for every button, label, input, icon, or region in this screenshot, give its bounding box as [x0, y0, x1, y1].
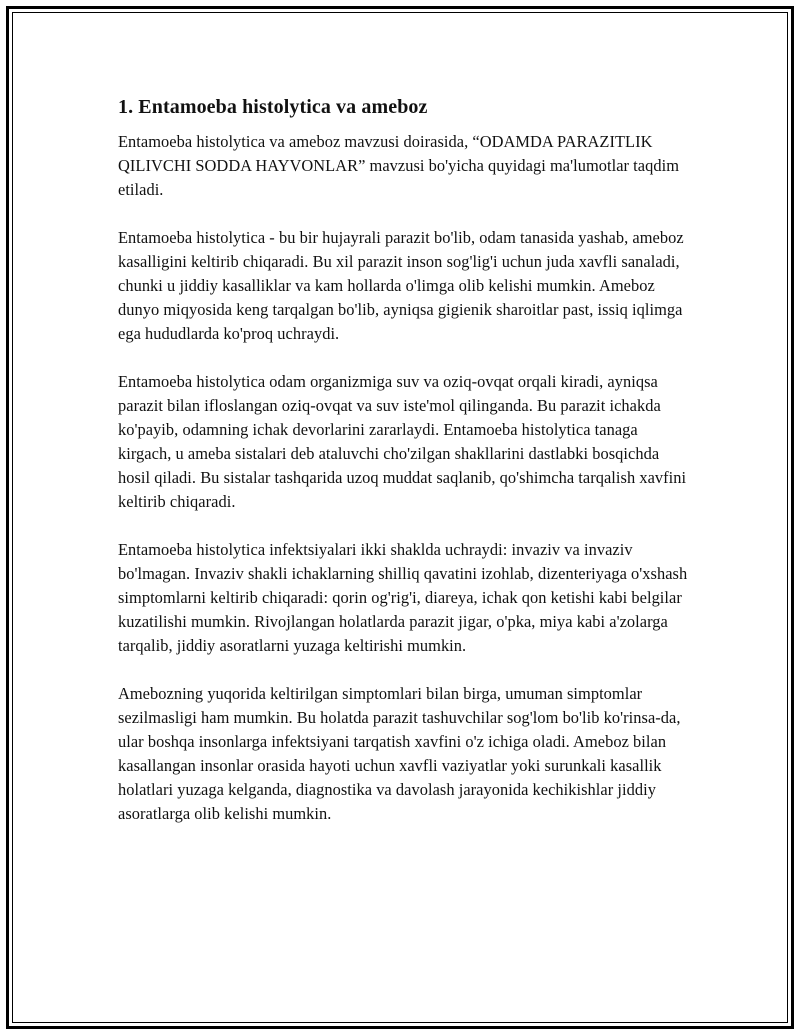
paragraph-intro: Entamoeba histolytica va ameboz mavzusi doirasida, “ODAMDA PARAZITLIK QILIVCHI SODDA HAYVONLAR” mavzusi bo'yicha quyidagi ma'lumotlar taqdim etiladi.	[118, 132, 679, 199]
paragraph-symptoms: Amebozning yuqorida keltirilgan simptomlari bilan birga, umuman simptomlar sezilmasligi ham mumkin. Bu holatda parazit tashuvchilar sog'lom bo'lib ko'rinsa-da, ular boshqa insonlarga infektsiyani tarqatish xavfini o'z ichiga oladi. Ameboz bilan kasallangan insonlar orasida hayoti uchun xavfli vaziyatlar yoki surunkali kasallik holatlari yuzaga kelganda, diagnostika va davolash jarayonida kechikishlar jiddiy asoratlarga olib kelishi mumkin.	[118, 684, 681, 823]
paragraph-forms: Entamoeba histolytica infektsiyalari ikki shaklda uchraydi: invaziv va invaziv bo'lmagan. Invaziv shakli ichaklarning shilliq qavatini izohlab, dizenteriyaga o'xshash simptomlarni keltirib chiqaradi: qorin og'rig'i, diareya, ichak qon ketishi kabi belgilar kuzatilishi mumkin. Rivojlangan holatlarda parazit jigar, o'pka, miya kabi a'zolarga tarqalib, jiddiy asoratlarni yuzaga keltirishi mumkin.	[118, 540, 688, 655]
document-body	[118, 94, 688, 850]
section-heading: 1. Entamoeba histolytica va ameboz	[118, 96, 428, 118]
paragraph-transmission: Entamoeba histolytica odam organizmiga suv va oziq-ovqat orqali kiradi, ayniqsa parazit bilan ifloslangan oziq-ovqat va suv iste'mol qilinganda. Bu parazit ichakda ko'payib, odamning ichak devorlarini zararlaydi. Entamoeba histolytica tanaga kirgach, u ameba sistalari deb ataluvchi cho'zilgan shakllarini dastlabki bosqichda hosil qiladi. Bu sistalar tashqarida uzoq muddat saqlanib, qo'shimcha tarqalish xavfini keltirib chiqaradi.	[118, 372, 687, 511]
paragraph-definition: Entamoeba histolytica - bu bir hujayrali parazit bo'lib, odam tanasida yashab, ameboz kasalligini keltirib chiqaradi. Bu xil parazit inson sog'lig'i uchun juda xavfli sanaladi, chunki u jiddiy kasalliklar va kam hollarda o'limga olib kelishi mumkin. Ameboz dunyo miqyosida keng tarqalgan bo'lib, ayniqsa gigienik sharoitlar past, issiq iqlimga ega hududlarda ko'proq uchraydi.	[118, 228, 684, 343]
